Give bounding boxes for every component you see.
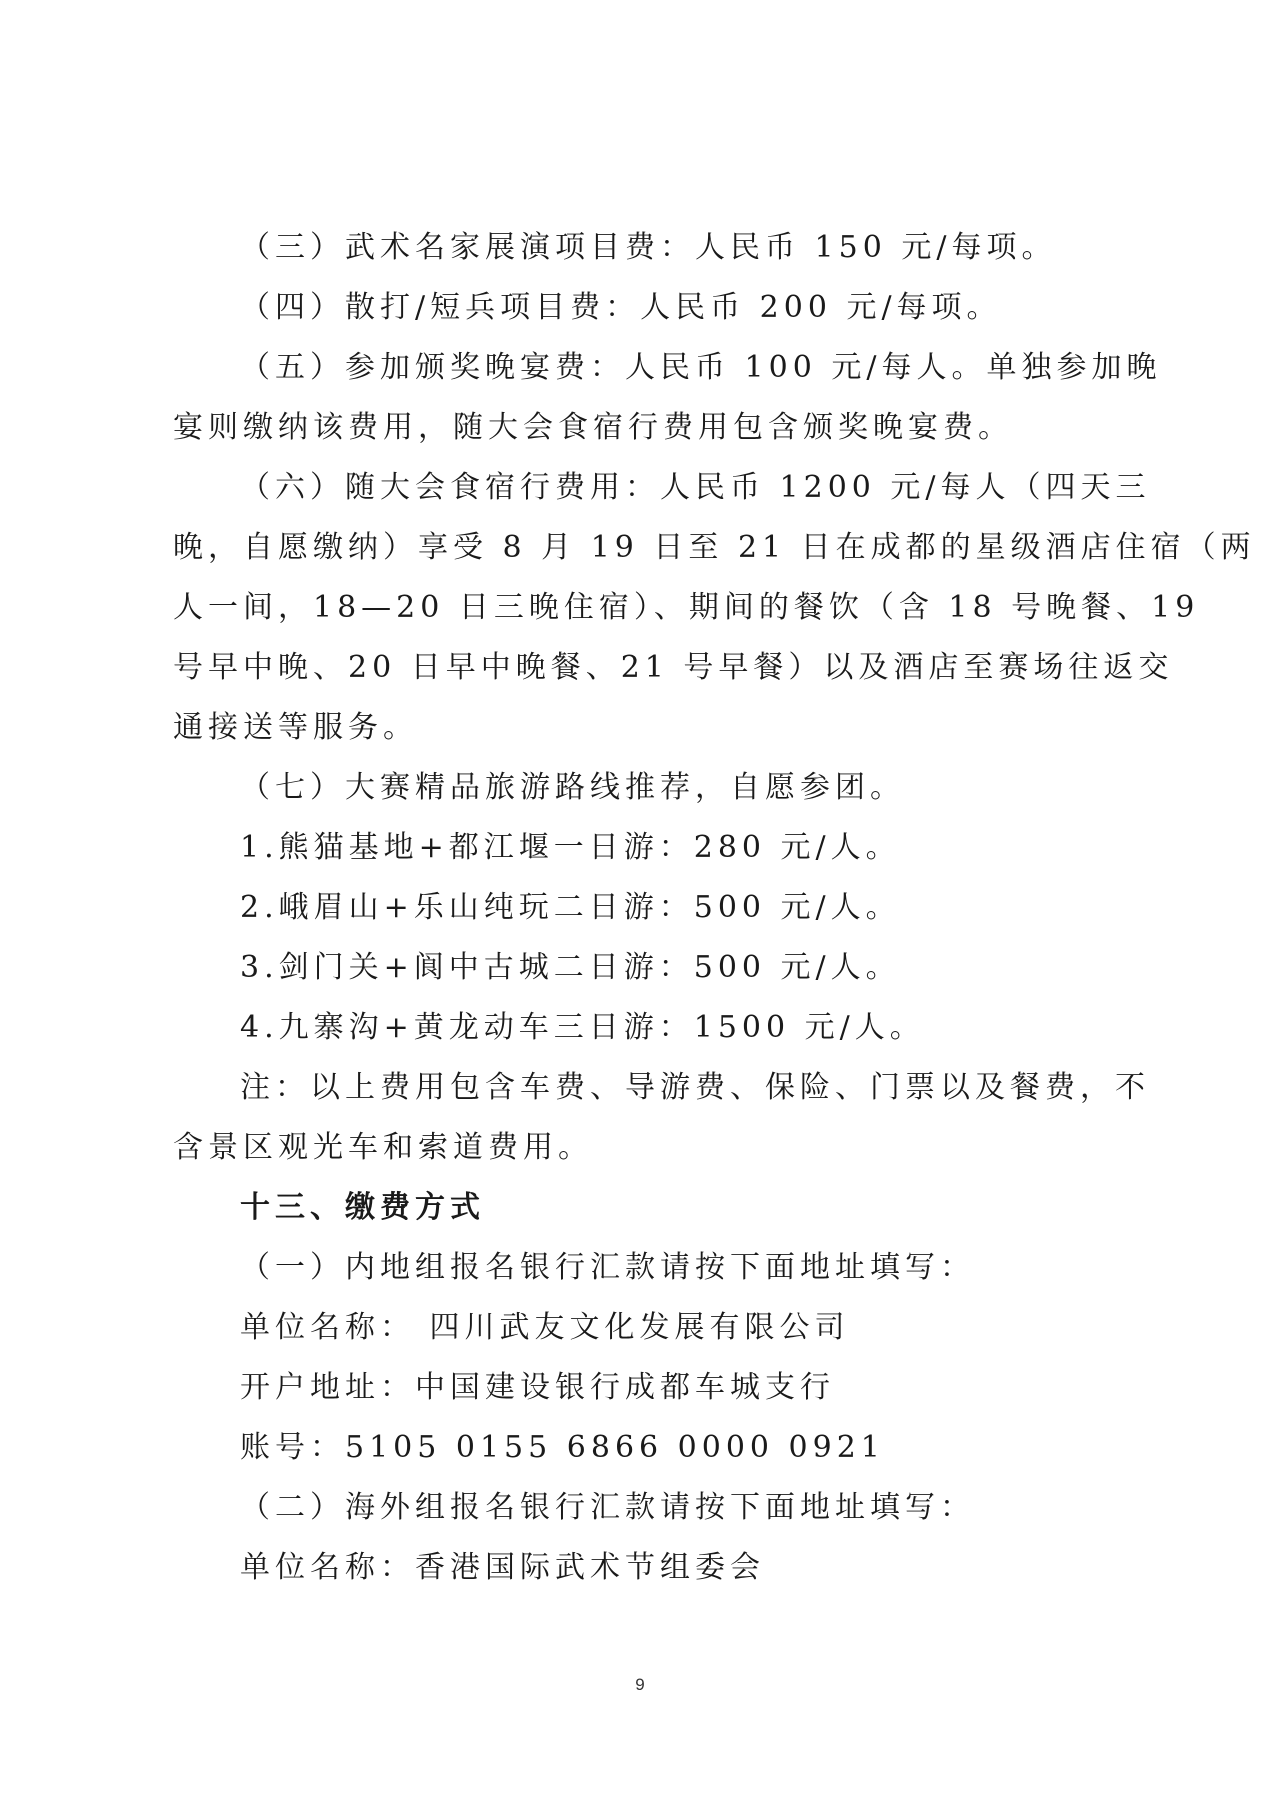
domestic-unit-name: 单位名称： 四川武友文化发展有限公司	[240, 1310, 850, 1345]
fee-item-6-line-2: 晚，自愿缴纳）享受 8 月 19 日至 21 日在成都的星级酒店住宿（两	[173, 530, 1256, 565]
tour-item: 3.剑门关+阆中古城二日游：500 元/人。	[240, 950, 901, 985]
tour-item: 4.九寨沟+黄龙动车三日游：1500 元/人。	[240, 1010, 925, 1045]
domestic-heading: （一）内地组报名银行汇款请按下面地址填写：	[240, 1250, 975, 1285]
overseas-heading: （二）海外组报名银行汇款请按下面地址填写：	[240, 1490, 975, 1525]
page-number: 9	[635, 1675, 645, 1694]
fee-item-5-line-1: （五）参加颁奖晚宴费：人民币 100 元/每人。单独参加晚	[240, 350, 1162, 385]
overseas-unit-name: 单位名称：香港国际武术节组委会	[240, 1550, 765, 1585]
fee-item-5-line-2: 宴则缴纳该费用，随大会食宿行费用包含颁奖晚宴费。	[173, 410, 1013, 445]
fee-item-4: （四）散打/短兵项目费：人民币 200 元/每项。	[240, 290, 1002, 325]
domestic-account-number: 账号：5105 0155 6866 0000 0921	[240, 1430, 885, 1465]
note-line-1: 注：以上费用包含车费、导游费、保险、门票以及餐费，不	[240, 1070, 1150, 1105]
tour-item: 2.峨眉山+乐山纯玩二日游：500 元/人。	[240, 890, 901, 925]
fee-item-3: （三）武术名家展演项目费：人民币 150 元/每项。	[240, 230, 1057, 265]
domestic-bank-address: 开户地址：中国建设银行成都车城支行	[240, 1370, 835, 1405]
fee-item-7: （七）大赛精品旅游路线推荐，自愿参团。	[240, 770, 905, 805]
fee-item-6-line-4: 号早中晚、20 日早中晚餐、21 号早餐）以及酒店至赛场往返交	[173, 650, 1174, 685]
fee-item-6-line-3: 人一间，18—20 日三晚住宿）、期间的餐饮（含 18 号晚餐、19	[173, 590, 1200, 625]
section-heading-payment: 十三、缴费方式	[240, 1190, 485, 1225]
note-line-2: 含景区观光车和索道费用。	[173, 1130, 593, 1165]
tour-item: 1.熊猫基地+都江堰一日游：280 元/人。	[240, 830, 901, 865]
fee-item-6-line-1: （六）随大会食宿行费用：人民币 1200 元/每人（四天三	[240, 470, 1151, 505]
fee-item-6-line-5: 通接送等服务。	[173, 710, 418, 745]
